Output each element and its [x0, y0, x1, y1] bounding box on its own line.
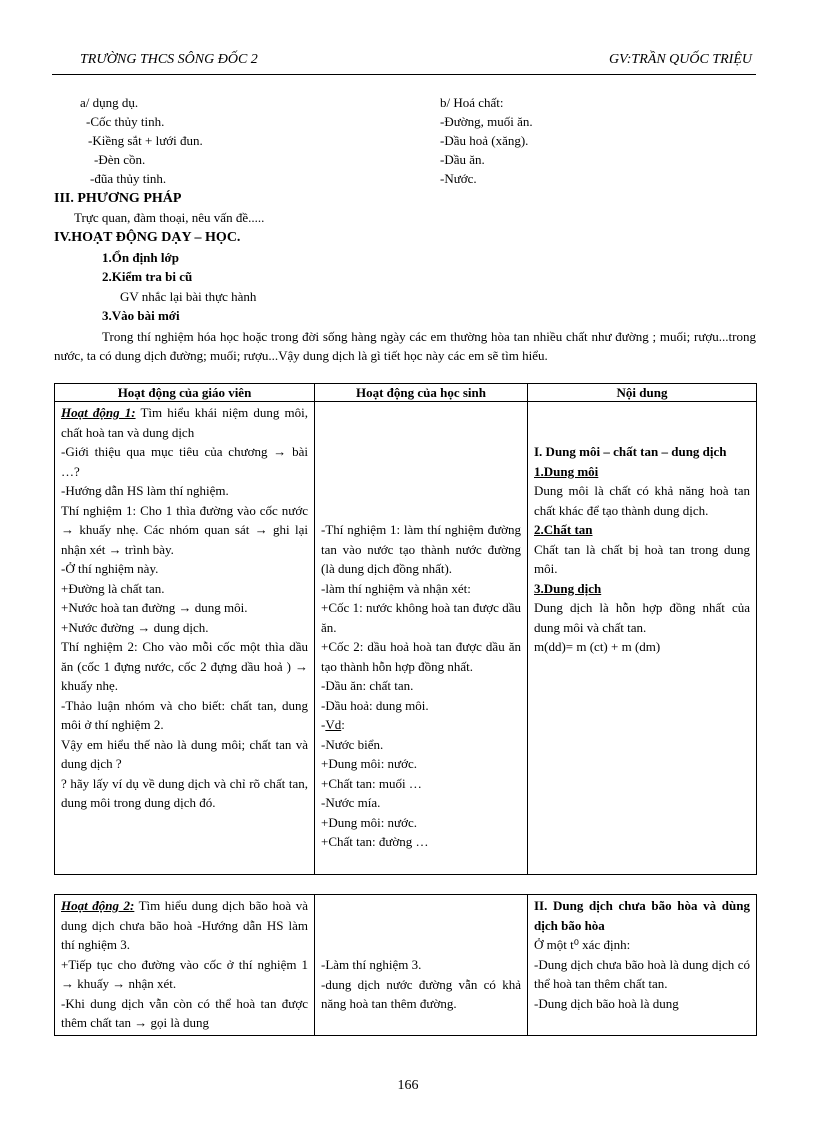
materials-a-item: -đũa thủy tinh. — [90, 171, 167, 186]
materials-b-item: -Dầu ăn. — [440, 152, 485, 167]
student-activity-2 — [315, 895, 528, 1036]
teacher-line: Vậy em hiểu thế nào là dung môi; chất tan và dung dịch ? — [61, 736, 308, 771]
step-check-old-lesson: 2.Kiểm tra bi cũ — [102, 269, 193, 284]
student-line: +Dung môi: nước. — [321, 814, 417, 830]
materials-a-item: -Kiềng sắt + lưới đun. — [88, 133, 203, 148]
content-formula: m(dd)= m (ct) + m (dm) — [534, 639, 661, 654]
activity-2-title: Hoạt động 2: — [61, 898, 135, 913]
content-heading: II. Dung dịch chưa bão hòa và dùng dịch bão hòa — [534, 898, 750, 933]
student-line: +Chất tan: đường … — [321, 834, 429, 849]
teacher-line: +Nước đường → dung dịch. — [61, 619, 209, 635]
activity-table-1 — [54, 383, 757, 875]
content-subheading: 1.Dung môi — [534, 463, 599, 479]
content-text: -Dung dịch chưa bão hoà là dung dịch có thể hoà tan thêm chất tan. — [534, 956, 750, 991]
teacher-line: -Hướng dẫn HS làm thí nghiệm. — [61, 483, 229, 498]
activity-2-title-rest: Tìm hiểu dung dịch bão hoà và dung dịch chưa bão hoà -Hướng dẫn HS làm thí nghiệm 3. — [61, 898, 308, 952]
content-text: Dung môi là chất có khả năng hoà tan chất khác để tạo thành dung dịch. — [534, 483, 750, 518]
materials-b-item: -Nước. — [440, 171, 477, 186]
student-line: -Nước mía. — [321, 795, 381, 810]
content-2 — [528, 895, 757, 1036]
content-text: Chất tan là chất bị hoà tan trong dung môi. — [534, 541, 750, 576]
content-subheading: 2.Chất tan — [534, 522, 593, 537]
col-header-teacher: Hoạt động của giáo viên — [55, 384, 315, 402]
student-line: +Cốc 2: dầu hoả hoà tan được dầu ăn tạo thành hỗn hợp đồng nhất. — [321, 639, 521, 674]
student-line: +Cốc 1: nước không hoà tan được dầu ăn. — [321, 600, 521, 635]
teacher-line: ? hãy lấy ví dụ về dung dịch và chỉ rõ chất tan, dung môi trong dung dịch đó. — [61, 775, 308, 810]
content-subheading: 3.Dung dịch — [534, 580, 602, 596]
method-heading: III. PHƯƠNG PHÁP — [54, 191, 182, 206]
materials-a-item: -Cốc thủy tinh. — [86, 114, 165, 129]
materials-b-item: -Đường, muối ăn. — [440, 114, 533, 129]
content-text: -Dung dịch bão hoà là dung — [534, 995, 679, 1011]
teacher-line: +Tiếp tục cho đường vào cốc ở thí nghiệm 1 → khuấy → nhận xét. — [61, 956, 308, 991]
student-line: +Chất tan: muối … — [321, 775, 422, 791]
col-header-content: Nội dung — [528, 384, 757, 402]
materials-a-item: -Đèn cồn. — [94, 152, 146, 167]
step-stabilize: 1.Ổn định lớp — [102, 250, 179, 265]
student-line: -Dầu ăn: chất tan. — [321, 678, 414, 693]
header-teacher: GV:TRẦN QUỐC TRIỆU — [609, 52, 752, 67]
teacher-line: Thí nghiệm 1: Cho 1 thìa đường vào cốc nước → khuấy nhẹ. Các nhóm quan sát → ghi lại nhận xét → trình bày. — [61, 502, 308, 557]
teacher-line: -Giới thiệu qua mục tiêu của chương → bài …? — [61, 444, 308, 479]
teacher-line: +Nước hoà tan đường → dung môi. — [61, 600, 248, 615]
content-heading: I. Dung môi – chất tan – dung dịch — [534, 444, 727, 459]
activities-heading: IV.HOẠT ĐỘNG DẠY – HỌC. — [54, 230, 241, 245]
student-example-label: -Vd: — [321, 717, 345, 732]
content-1 — [528, 402, 757, 875]
teacher-activity-1 — [55, 402, 315, 875]
activity-1-title-rest: Tìm hiểu khái niệm dung môi, chất hoà tan và dung dịch — [61, 405, 308, 440]
step-check-text: GV nhắc lại bài thực hành — [120, 289, 257, 304]
student-line: +Dung môi: nước. — [321, 756, 417, 771]
content-text: Dung dịch là hỗn hợp đồng nhất của dung môi và chất tan. — [534, 600, 750, 635]
teacher-line: -Khi dung dịch vẫn còn có thể hoà tan được thêm chất tan → gọi là dung — [61, 995, 308, 1030]
step-new-lesson: 3.Vào bài mới — [102, 308, 180, 323]
teacher-line: +Đường là chất tan. — [61, 580, 165, 596]
student-line: -dung dịch nước đường vẫn có khả năng hoà tan thêm đường. — [321, 976, 521, 1011]
col-header-student: Hoạt động của học sinh — [315, 384, 528, 402]
student-activity-1 — [315, 402, 528, 875]
page-number: 166 — [397, 1078, 419, 1093]
student-line: -làm thí nghiệm và nhận xét: — [321, 580, 471, 596]
materials-b-title: b/ Hoá chất: — [440, 95, 504, 110]
header-rule — [52, 74, 756, 75]
materials-a-title: a/ dụng dụ. — [80, 95, 139, 110]
activity-table-2 — [54, 894, 757, 1036]
method-text: Trực quan, đàm thoại, nêu vấn đề..... — [74, 210, 265, 225]
content-text: Ở một t⁰ xác định: — [534, 937, 631, 952]
student-line: -Nước biển. — [321, 736, 384, 752]
intro-paragraph: Trong thí nghiệm hóa học hoặc trong đời sống hàng ngày các em thường hòa tan nhiều chất như đường ; muối; rượu...trong nước, ta có dung dịch đường; muối; rượu...Vậy dung dịch là gì tiết học này các em sẽ tìm hiểu. — [54, 329, 756, 363]
teacher-activity-2 — [55, 895, 315, 1036]
teacher-line: -Ở thí nghiệm này. — [61, 561, 159, 576]
student-line: -Làm thí nghiệm 3. — [321, 957, 422, 972]
teacher-line: -Thảo luận nhóm và cho biết: chất tan, dung môi ở thí nghiệm 2. — [61, 697, 308, 732]
student-line: -Thí nghiệm 1: làm thí nghiệm đường tan vào nước tạo thành nước đường (là dung dịch đồng nhất). — [321, 522, 521, 576]
header-school: TRƯỜNG THCS SÔNG ĐỐC 2 — [80, 52, 258, 67]
activity-1-title: Hoạt động 1: — [61, 405, 136, 420]
student-line: -Dầu hoả: dung môi. — [321, 697, 429, 713]
teacher-line: Thí nghiệm 2: Cho vào mỗi cốc một thìa dầu ăn (cốc 1 đựng nước, cốc 2 đựng dầu hoả ) → khuấy nhẹ. — [61, 639, 308, 693]
materials-b-item: -Dầu hoả (xăng). — [440, 133, 529, 148]
